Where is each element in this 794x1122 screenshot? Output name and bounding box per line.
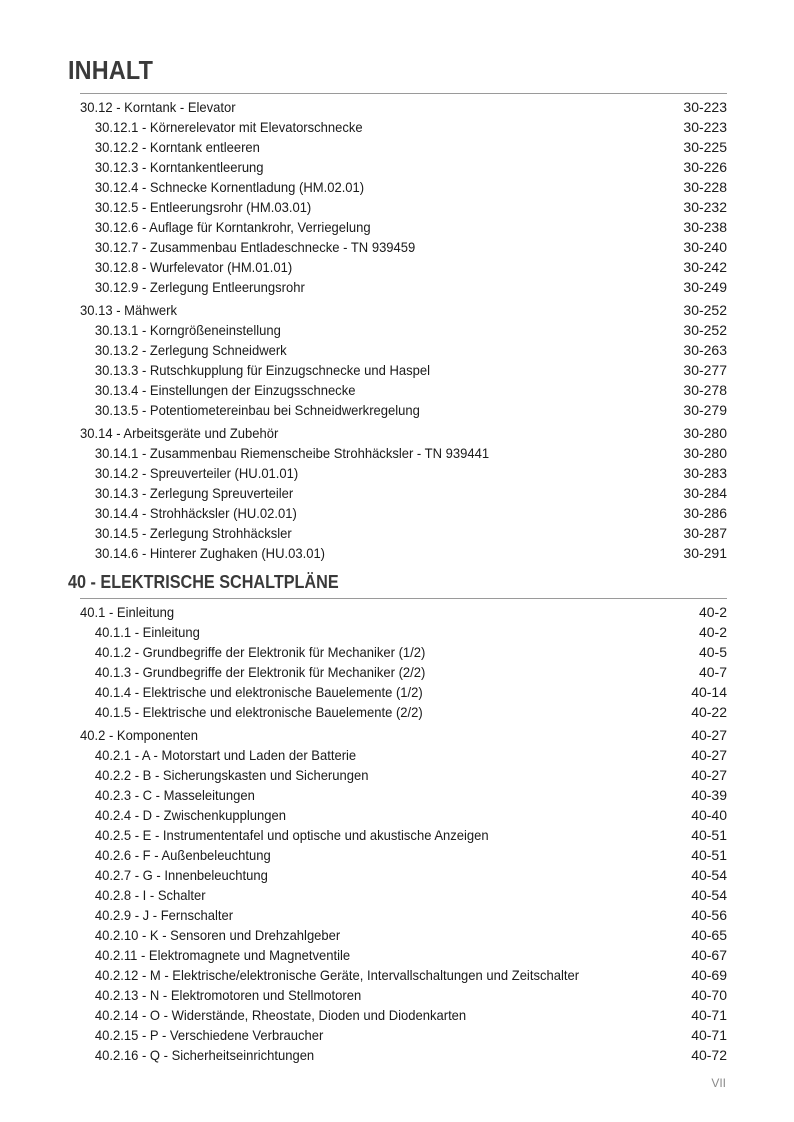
toc-entry-label: 40.1.5 - Elektrische und elektronische Bauelemente (2/2) <box>94 704 423 720</box>
toc-entry-page: 30-286 <box>683 505 727 521</box>
toc-subsection-entry[interactable] <box>80 463 727 483</box>
toc-entry-page: 30-232 <box>683 199 727 215</box>
toc-entry-page: 40-71 <box>691 1007 727 1023</box>
toc-entry-page: 40-54 <box>691 887 727 903</box>
page-number: VII <box>711 1076 726 1090</box>
toc-entry-label: 40.2.14 - O - Widerstände, Rheostate, Dioden und Diodenkarten <box>94 1007 467 1023</box>
toc-entry-page: 30-278 <box>683 382 727 398</box>
toc-entry-label: 40.2 - Komponenten <box>80 727 198 743</box>
toc-entry-page: 30-291 <box>683 545 727 561</box>
toc-entry-label: 30.12.4 - Schnecke Kornentladung (HM.02.01) <box>94 179 365 195</box>
toc-entry-label: 30.14.5 - Zerlegung Strohhäcksler <box>94 525 292 541</box>
toc-entry-label: 40.2.7 - G - Innenbeleuchtung <box>94 867 268 883</box>
toc-entry-label: 40.2.10 - K - Sensoren und Drehzahlgeber <box>94 927 341 943</box>
toc-subsection-entry[interactable] <box>80 257 727 277</box>
toc-entry-page: 40-56 <box>691 907 727 923</box>
toc-entry-label: 40.2.13 - N - Elektromotoren und Stellmotoren <box>94 987 362 1003</box>
toc-subsection-entry[interactable] <box>80 400 727 420</box>
toc-subsection-entry[interactable] <box>80 662 727 682</box>
toc-section-entry[interactable] <box>80 423 727 443</box>
toc-entry-page: 40-54 <box>691 867 727 883</box>
toc-entry-label: 40.2.2 - B - Sicherungskasten und Sicherungen <box>94 767 369 783</box>
toc-entry-page: 40-69 <box>691 967 727 983</box>
toc-entry-label: 40.2.15 - P - Verschiedene Verbraucher <box>94 1027 324 1043</box>
toc-entry-page: 30-242 <box>683 259 727 275</box>
toc-entry-page: 40-65 <box>691 927 727 943</box>
toc-entry-page: 30-249 <box>683 279 727 295</box>
toc-entry-label: 40.2.16 - Q - Sicherheitseinrichtungen <box>94 1047 315 1063</box>
toc-entry-page: 40-27 <box>691 747 727 763</box>
chapter-title: 40 - ELEKTRISCHE SCHALTPLÄNE <box>68 572 339 592</box>
toc-entry-page: 30-226 <box>683 159 727 175</box>
toc-section-entry[interactable] <box>80 97 727 117</box>
toc-entry-page: 40-5 <box>698 644 727 660</box>
toc-entry-page: 30-283 <box>683 465 727 481</box>
toc-subsection-entry[interactable] <box>80 825 727 845</box>
toc-entry-page: 40-71 <box>691 1027 727 1043</box>
toc-subsection-entry[interactable] <box>80 805 727 825</box>
toc-entry-label: 30.13.5 - Potentiometereinbau bei Schneidwerkregelung <box>94 402 420 418</box>
toc-entry-label: 40.1.2 - Grundbegriffe der Elektronik für Mechaniker (1/2) <box>94 644 426 660</box>
toc-entry-label: 30.12 - Korntank - Elevator <box>80 99 236 115</box>
toc-subsection-entry[interactable] <box>80 340 727 360</box>
toc-subsection-entry[interactable] <box>80 320 727 340</box>
toc-entry-page: 40-51 <box>691 827 727 843</box>
toc-entry-page: 40-70 <box>691 987 727 1003</box>
page-title: INHALT <box>68 55 154 85</box>
toc-entry-label: 30.13 - Mähwerk <box>80 302 177 318</box>
toc-entry-label: 30.14 - Arbeitsgeräte und Zubehör <box>80 425 279 441</box>
toc-entry-label: 40.2.5 - E - Instrumententafel und optische und akustische Anzeigen <box>94 827 489 843</box>
toc-entry-label: 30.13.2 - Zerlegung Schneidwerk <box>94 342 287 358</box>
toc-subsection-entry[interactable] <box>80 237 727 257</box>
toc-subsection-entry[interactable] <box>80 985 727 1005</box>
toc-entry-label: 40.1.3 - Grundbegriffe der Elektronik für Mechaniker (2/2) <box>94 664 426 680</box>
toc-entry-page: 30-280 <box>683 425 727 441</box>
toc-entry-page: 30-223 <box>683 99 727 115</box>
toc-subsection-entry[interactable] <box>80 380 727 400</box>
toc-entry-page: 40-51 <box>691 847 727 863</box>
toc-subsection-entry[interactable] <box>80 945 727 965</box>
toc-entry-page: 30-240 <box>683 239 727 255</box>
toc-entry-label: 30.14.6 - Hinterer Zughaken (HU.03.01) <box>94 545 326 561</box>
toc-entry-page: 40-2 <box>698 604 727 620</box>
toc-subsection-entry[interactable] <box>80 1045 727 1065</box>
toc-entry-label: 30.12.9 - Zerlegung Entleerungsrohr <box>94 279 305 295</box>
toc-entry-page: 40-67 <box>691 947 727 963</box>
toc-subsection-entry[interactable] <box>80 443 727 463</box>
toc-subsection-entry[interactable] <box>80 642 727 662</box>
toc-entry-page: 30-284 <box>683 485 727 501</box>
toc-entry-label: 30.14.2 - Spreuverteiler (HU.01.01) <box>94 465 299 481</box>
toc-subsection-entry[interactable] <box>80 622 727 642</box>
toc-entry-page: 40-39 <box>691 787 727 803</box>
toc-entry-page: 40-14 <box>691 684 727 700</box>
toc-entry-label: 30.12.2 - Korntank entleeren <box>94 139 260 155</box>
toc-chapter-30 <box>80 93 727 563</box>
toc-entry-label: 30.12.3 - Korntankentleerung <box>94 159 264 175</box>
toc-entry-label: 40.2.8 - I - Schalter <box>94 887 206 903</box>
toc-subsection-entry[interactable] <box>80 845 727 865</box>
toc-entry-label: 40.2.6 - F - Außenbeleuchtung <box>94 847 271 863</box>
toc-subsection-entry[interactable] <box>80 885 727 905</box>
toc-subsection-entry[interactable] <box>80 543 727 563</box>
toc-entry-label: 40.1.1 - Einleitung <box>94 624 200 640</box>
toc-subsection-entry[interactable] <box>80 905 727 925</box>
toc-chapter-40 <box>80 598 727 1065</box>
toc-entry-page: 30-238 <box>683 219 727 235</box>
toc-entry-page: 30-225 <box>683 139 727 155</box>
toc-entry-label: 40.2.9 - J - Fernschalter <box>94 907 234 923</box>
toc-entry-label: 30.12.1 - Körnerelevator mit Elevatorschnecke <box>94 119 363 135</box>
toc-entry-page: 30-280 <box>683 445 727 461</box>
toc-entry-page: 30-223 <box>683 119 727 135</box>
divider <box>80 93 727 94</box>
toc-subsection-entry[interactable] <box>80 117 727 137</box>
toc-entry-page: 40-27 <box>691 767 727 783</box>
toc-subsection-entry[interactable] <box>80 137 727 157</box>
toc-entry-label: 40.2.4 - D - Zwischenkupplungen <box>94 807 286 823</box>
toc-subsection-entry[interactable] <box>80 965 727 985</box>
toc-subsection-entry[interactable] <box>80 785 727 805</box>
toc-subsection-entry[interactable] <box>80 503 727 523</box>
toc-subsection-entry[interactable] <box>80 217 727 237</box>
toc-entry-page: 40-27 <box>691 727 727 743</box>
toc-entry-label: 40.1 - Einleitung <box>80 604 175 620</box>
toc-entry-label: 40.2.11 - Elektromagnete und Magnetventile <box>94 947 351 963</box>
toc-entry-label: 30.14.4 - Strohhäcksler (HU.02.01) <box>94 505 297 521</box>
toc-entry-page: 30-287 <box>683 525 727 541</box>
toc-subsection-entry[interactable] <box>80 925 727 945</box>
toc-section-entry[interactable] <box>80 725 727 745</box>
toc-entry-page: 40-7 <box>698 664 727 680</box>
toc-entry-page: 40-22 <box>691 704 727 720</box>
divider <box>80 598 727 599</box>
toc-entry-label: 30.12.5 - Entleerungsrohr (HM.03.01) <box>94 199 312 215</box>
toc-entry-page: 30-279 <box>683 402 727 418</box>
toc-subsection-entry[interactable] <box>80 1005 727 1025</box>
toc-subsection-entry[interactable] <box>80 157 727 177</box>
toc-subsection-entry[interactable] <box>80 865 727 885</box>
toc-subsection-entry[interactable] <box>80 682 727 702</box>
toc-section-entry[interactable] <box>80 300 727 320</box>
toc-entry-label: 30.12.7 - Zusammenbau Entladeschnecke - TN 939459 <box>94 239 416 255</box>
toc-entry-page: 30-228 <box>683 179 727 195</box>
toc-subsection-entry[interactable] <box>80 1025 727 1045</box>
toc-subsection-entry[interactable] <box>80 765 727 785</box>
toc-entry-label: 40.1.4 - Elektrische und elektronische Bauelemente (1/2) <box>94 684 423 700</box>
toc-entry-page: 40-2 <box>698 624 727 640</box>
toc-entry-label: 30.12.6 - Auflage für Korntankrohr, Verriegelung <box>94 219 371 235</box>
toc-entry-label: 30.14.3 - Zerlegung Spreuverteiler <box>94 485 294 501</box>
toc-entry-label: 30.14.1 - Zusammenbau Riemenscheibe Strohhäcksler - TN 939441 <box>94 445 490 461</box>
toc-entry-label: 30.13.1 - Korngrößeneinstellung <box>94 322 281 338</box>
toc-entry-label: 40.2.1 - A - Motorstart und Laden der Batterie <box>94 747 357 763</box>
toc-subsection-entry[interactable] <box>80 197 727 217</box>
toc-subsection-entry[interactable] <box>80 745 727 765</box>
toc-entry-page: 30-263 <box>683 342 727 358</box>
toc-subsection-entry[interactable] <box>80 483 727 503</box>
toc-subsection-entry[interactable] <box>80 277 727 297</box>
toc-entry-page: 40-72 <box>691 1047 727 1063</box>
toc-entry-label: 30.12.8 - Wurfelevator (HM.01.01) <box>94 259 293 275</box>
toc-subsection-entry[interactable] <box>80 523 727 543</box>
toc-subsection-entry[interactable] <box>80 702 727 722</box>
toc-entry-label: 40.2.12 - M - Elektrische/elektronische Geräte, Intervallschaltungen und Zeitschalter <box>94 967 580 983</box>
toc-entry-page: 30-252 <box>683 322 727 338</box>
toc-section-entry[interactable] <box>80 602 727 622</box>
toc-entry-page: 30-277 <box>683 362 727 378</box>
toc-subsection-entry[interactable] <box>80 360 727 380</box>
toc-entry-page: 40-40 <box>691 807 727 823</box>
toc-entry-label: 30.13.3 - Rutschkupplung für Einzugschnecke und Haspel <box>94 362 430 378</box>
toc-subsection-entry[interactable] <box>80 177 727 197</box>
toc-entry-page: 30-252 <box>683 302 727 318</box>
toc-entry-label: 30.13.4 - Einstellungen der Einzugsschnecke <box>94 382 356 398</box>
toc-entry-label: 40.2.3 - C - Masseleitungen <box>94 787 255 803</box>
